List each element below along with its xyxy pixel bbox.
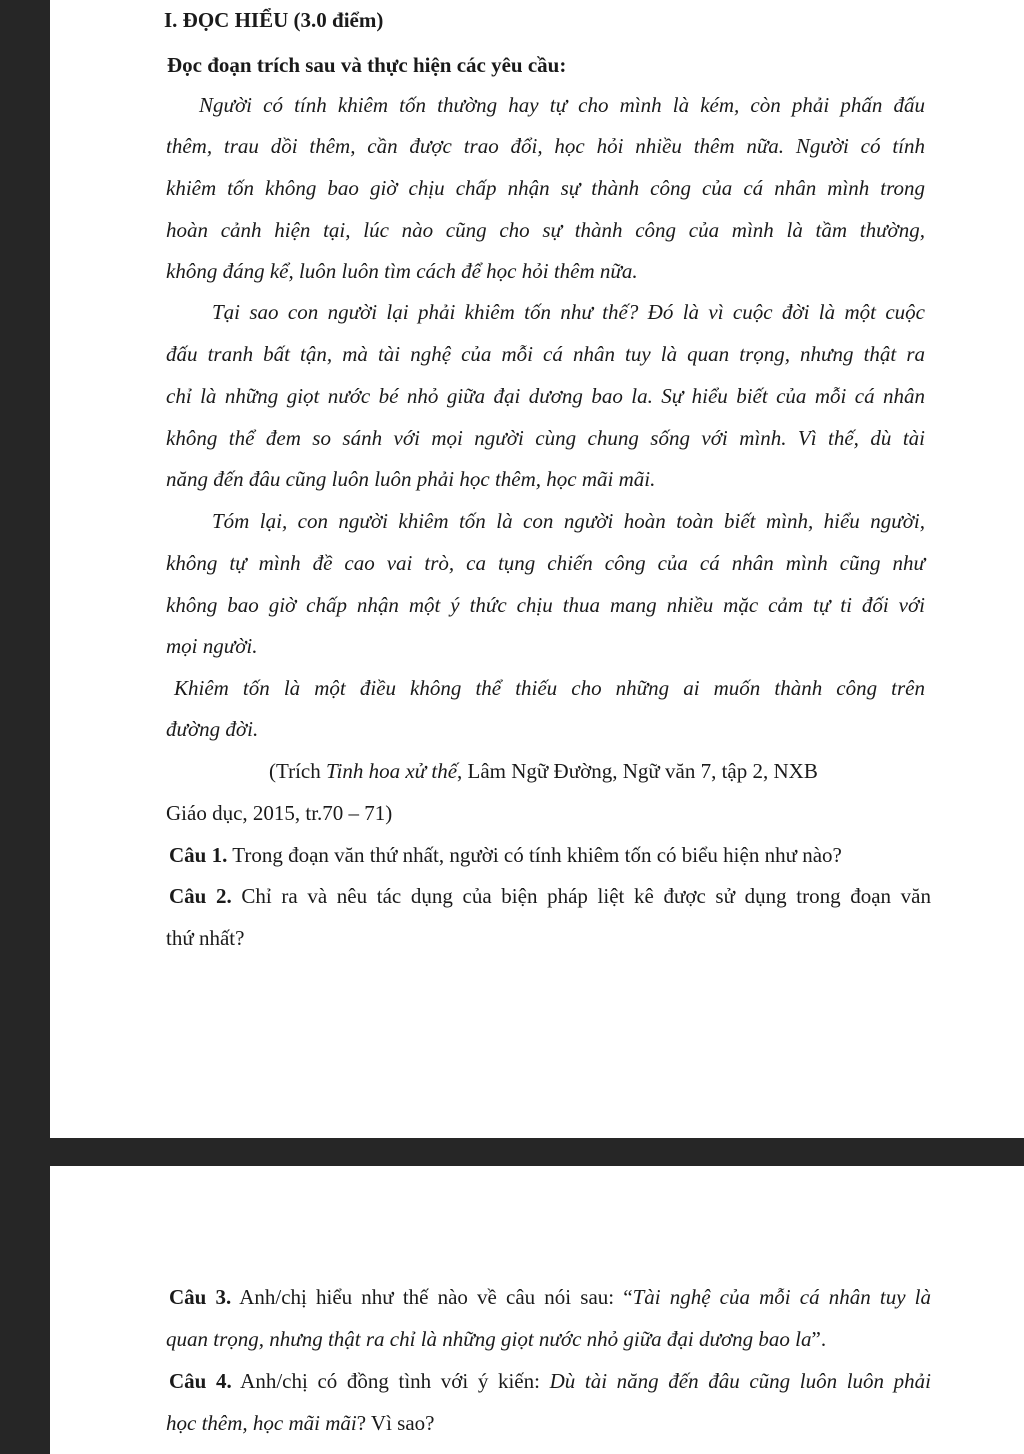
paragraph-1-line: không đáng kể, luôn luôn tìm cách để học hỏi thêm nữa. <box>166 259 638 283</box>
paragraph-1-line: khiêm tốn không bao giờ chịu chấp nhận sự thành công của cá nhân mình trong <box>166 176 925 200</box>
paragraph-3-line: không bao giờ chấp nhận một ý thức chịu thua mang nhiều mặc cảm tự ti đối với <box>166 593 925 617</box>
document-page-2 <box>50 1166 1024 1454</box>
question-4-line2: học thêm, học mãi mãi? Vì sao? <box>166 1411 435 1435</box>
question-3: Câu 3. Anh/chị hiểu như thế nào về câu nói sau: “Tài nghệ của mỗi cá nhân tuy là <box>169 1285 931 1309</box>
paragraph-3-line: mọi người. <box>166 634 258 658</box>
paragraph-1-line: Người có tính khiêm tốn thường hay tự cho mình là kém, còn phải phấn đấu <box>199 93 925 117</box>
question-2-line2: thứ nhất? <box>166 926 245 950</box>
source-citation-line2: Giáo dục, 2015, tr.70 – 71) <box>166 801 393 825</box>
document-page-1 <box>50 0 1024 1138</box>
paragraph-4-line: Khiêm tốn là một điều không thể thiếu cho những ai muốn thành công trên <box>174 676 925 700</box>
paragraph-2-line: năng đến đâu cũng luôn luôn phải học thêm, học mãi mãi. <box>166 467 656 491</box>
section-heading: I. ĐỌC HIỂU (3.0 điểm) <box>164 8 384 32</box>
paragraph-2-line: đấu tranh bất tận, mà tài nghệ của mỗi cá nhân tuy là quan trọng, nhưng thật ra <box>166 342 925 366</box>
paragraph-3-line: không tự mình đề cao vai trò, ca tụng chiến công của cá nhân mình cũng như <box>166 551 925 575</box>
paragraph-1-line: hoàn cảnh hiện tại, lúc nào cũng cho sự thành công của mình là tầm thường, <box>166 218 925 242</box>
question-3-line2: quan trọng, nhưng thật ra chỉ là những giọt nước nhỏ giữa đại dương bao la”. <box>166 1327 827 1351</box>
instruction: Đọc đoạn trích sau và thực hiện các yêu cầu: <box>167 53 567 77</box>
paragraph-3-line: Tóm lại, con người khiêm tốn là con người hoàn toàn biết mình, hiểu người, <box>212 509 925 533</box>
source-citation: (Trích Tinh hoa xử thế, Lâm Ngữ Đường, Ngữ văn 7, tập 2, NXB <box>269 759 818 783</box>
paragraph-2-line: không thể đem so sánh với mọi người cùng chung sống với mình. Vì thế, dù tài <box>166 426 925 450</box>
paragraph-4-line: đường đời. <box>166 717 259 741</box>
paragraph-2-line: chỉ là những giọt nước bé nhỏ giữa đại dương bao la. Sự hiểu biết của mỗi cá nhân <box>166 384 925 408</box>
question-1: Câu 1. Trong đoạn văn thứ nhất, người có tính khiêm tốn có biểu hiện như nào? <box>169 843 842 867</box>
paragraph-1-line: thêm, trau dồi thêm, cần được trao đổi, học hỏi nhiều thêm nữa. Người có tính <box>166 134 925 158</box>
question-2: Câu 2. Chỉ ra và nêu tác dụng của biện pháp liệt kê được sử dụng trong đoạn văn <box>169 884 931 908</box>
question-4: Câu 4. Anh/chị có đồng tình với ý kiến: Dù tài năng đến đâu cũng luôn luôn phải <box>169 1369 931 1393</box>
paragraph-2-line: Tại sao con người lại phải khiêm tốn như thế? Đó là vì cuộc đời là một cuộc <box>212 300 925 324</box>
